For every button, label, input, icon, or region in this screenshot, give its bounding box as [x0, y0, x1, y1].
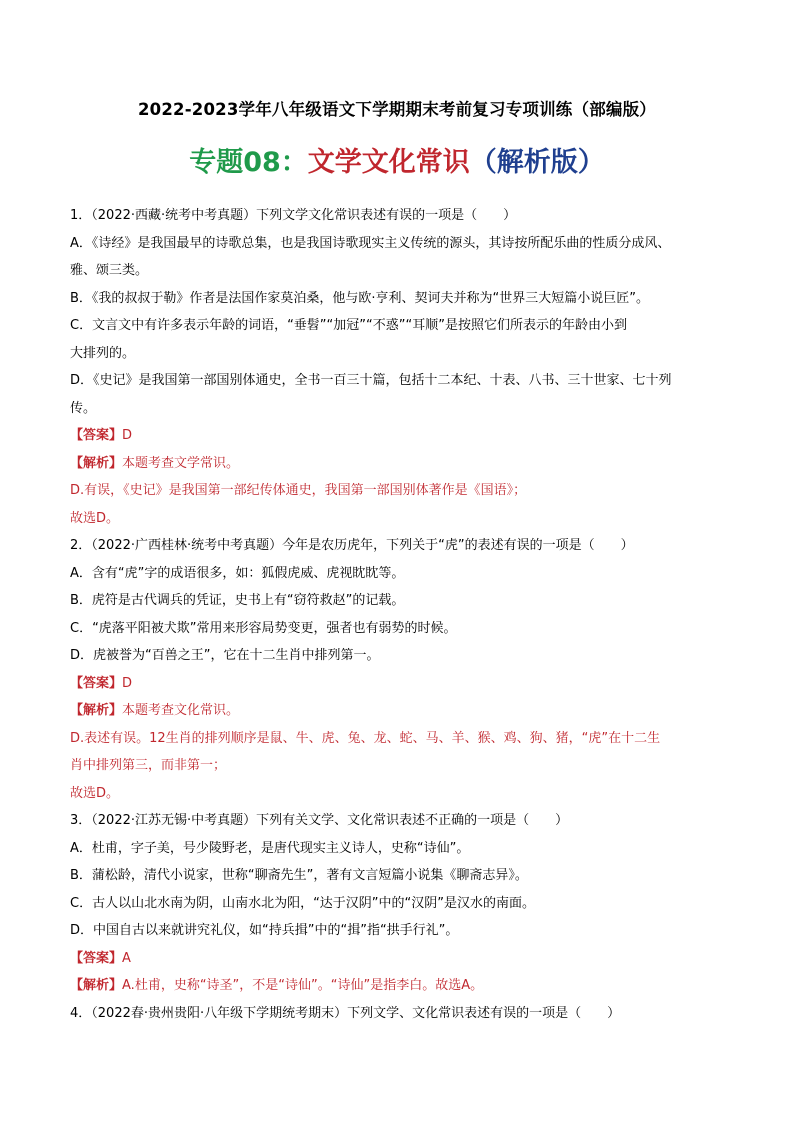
question-2-explanation: D.表述有误。12生肖的排列顺序是鼠、牛、虎、兔、龙、蛇、马、羊、猴、鸡、狗、猪，“虎”在十二生 — [70, 730, 661, 746]
question-3-analysis — [70, 972, 735, 1000]
question-2-answer — [70, 670, 735, 698]
question-1-analysis — [70, 450, 735, 478]
question-3-option-a: A．杜甫，字子美，号少陵野老，是唐代现实主义诗人，史称“诗仙”。 — [70, 840, 470, 856]
question-3-option-d: D．中国自古以来就讲究礼仪，如“持兵揖”中的“揖”指“拱手行礼”。 — [70, 923, 459, 938]
analysis-text: A.杜甫，史称“诗圣”，不是“诗仙”。“诗仙”是指李白。故选A。 — [122, 978, 484, 993]
analysis-tag: 【解析】 — [70, 703, 123, 718]
question-1-option-c: C．文言文中有许多表示年龄的词语，“垂髫”“加冠”“不惑”“耳顺”是按照它们所表示的年龄由小到 — [70, 318, 627, 333]
question-2-choice: 故选D。 — [70, 785, 120, 801]
analysis-text: 本题考查文学常识。 — [122, 455, 240, 471]
question-1-explanation: D.有误，《史记》是我国第一部纪传体通史，我国第一部国别体著作是《国语》； — [70, 483, 527, 498]
answer-value: D — [122, 428, 133, 443]
question-1-answer — [70, 422, 735, 450]
question-2-stem: 2．（2022·广西桂林·统考中考真题）今年是农历虎年，下列关于“虎”的表述有误的一项是（ ） — [70, 538, 634, 553]
questions-body — [70, 202, 735, 1027]
answer-tag: 【答案】 — [70, 428, 123, 443]
question-3-answer — [70, 945, 735, 973]
question-2-option-d: D．虎被誉为“百兽之王”，它在十二生肖中排列第一。 — [70, 648, 380, 663]
question-2-analysis — [70, 697, 735, 725]
question-1-choice: 故选D。 — [70, 510, 120, 526]
question-1-option-a: A．《诗经》是我国最早的诗歌总集，也是我国诗歌现实主义传统的源头，其诗按所配乐曲的性质分成风、 — [70, 235, 671, 251]
subtitle-edition: （解析版） — [469, 147, 605, 178]
question-1-option-d-cont: 传。 — [70, 400, 97, 416]
question-2-option-b: B．虎符是古代调兵的凭证，史书上有“窃符救赵”的记载。 — [70, 593, 405, 608]
question-3-option-c: C．古人以山北水南为阴，山南水北为阳，“达于汉阴”中的“汉阴”是汉水的南面。 — [70, 895, 536, 911]
question-1-stem: 1．（2022·西藏·统考中考真题）下列文学文化常识表述有误的一项是（ ） — [70, 208, 517, 223]
analysis-tag: 【解析】 — [70, 978, 123, 993]
question-1-option-a-cont: 雅、颂三类。 — [70, 263, 149, 278]
question-2-option-c: C．“虎落平阳被犬欺”常用来形容局势变更，强者也有弱势的时候。 — [70, 620, 457, 636]
question-1-option-c-cont: 大排列的。 — [70, 345, 136, 361]
answer-tag: 【答案】 — [70, 675, 123, 691]
document-title: 2022-2023学年八年级语文下学期期末考前复习专项训练（部编版） — [138, 100, 656, 119]
answer-value: D — [122, 675, 133, 691]
question-1-option-b: B．《我的叔叔于勒》作者是法国作家莫泊桑，他与欧·亨利、契诃夫并称为“世界三大短篇小说巨匠”。 — [70, 290, 650, 306]
question-2-option-a: A．含有“虎”字的成语很多，如：狐假虎威、虎视眈眈等。 — [70, 565, 405, 581]
question-3-stem: 3．（2022·江苏无锡·中考真题）下列有关文学、文化常识表述不正确的一项是（ ） — [70, 813, 569, 828]
answer-value: A — [122, 950, 131, 966]
question-1-option-d: D．《史记》是我国第一部国别体通史，全书一百三十篇，包括十二本纪、十表、八书、三十世家、七十列 — [70, 373, 672, 388]
answer-tag: 【答案】 — [70, 950, 123, 966]
subtitle-topic-number: 专题08： — [189, 147, 308, 178]
document-subtitle — [0, 140, 794, 179]
question-4-stem: 4．（2022春·贵州贵阳·八年级下学期统考期末）下列文学、文化常识表述有误的一项是（ ） — [70, 1005, 621, 1021]
subtitle-topic-name: 文学文化常识 — [307, 147, 470, 178]
question-3-option-b: B．蒲松龄，清代小说家，世称“聊斋先生”，著有文言短篇小说集《聊斋志异》。 — [70, 868, 528, 883]
analysis-tag: 【解析】 — [70, 455, 123, 471]
question-2-explanation-cont: 肖中排列第三，而非第一； — [70, 758, 227, 773]
analysis-text: 本题考查文化常识。 — [122, 703, 240, 718]
